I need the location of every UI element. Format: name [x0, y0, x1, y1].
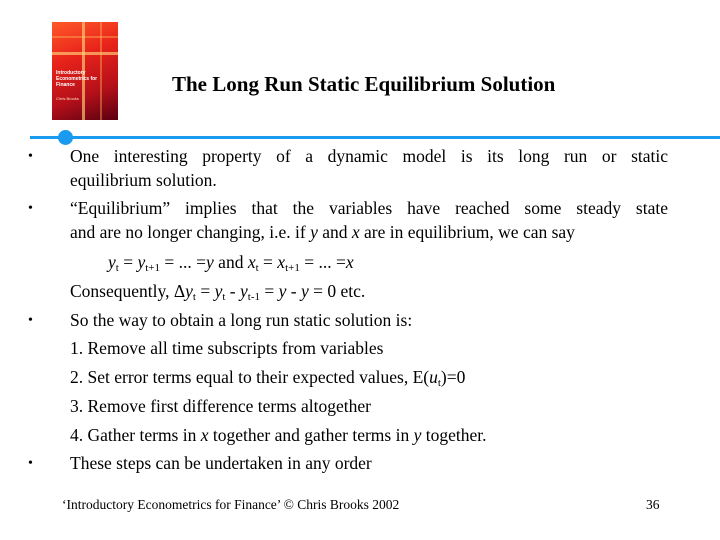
- slide-title: The Long Run Static Equilibrium Solution: [172, 72, 556, 96]
- text-run: 4. Gather terms in: [70, 425, 201, 445]
- math-var: u: [429, 367, 438, 387]
- math-var: x: [345, 252, 354, 272]
- math-var: y: [413, 425, 422, 445]
- math-var: y: [206, 252, 214, 272]
- math-var: y: [310, 222, 318, 242]
- math-op: = ... =: [160, 252, 207, 272]
- math-op: =: [195, 281, 215, 301]
- math-subscript: t: [192, 291, 196, 303]
- equation-steady-state: [108, 251, 354, 273]
- math-subscript: t: [437, 377, 441, 389]
- math-var: y: [137, 252, 146, 272]
- step-3: 3. Remove first difference terms altogether: [70, 396, 371, 416]
- text-run: 2. Set error terms equal to their expected values, E(: [70, 367, 430, 387]
- bullet-icon: •: [28, 313, 33, 328]
- math-op: =: [118, 252, 138, 272]
- bullet-2-line-2: [70, 221, 575, 243]
- math-subscript: t: [115, 262, 119, 274]
- math-var: x: [277, 252, 286, 272]
- math-op: = ... =: [299, 252, 346, 272]
- bullet-4-line-1: These steps can be undertaken in any order: [70, 453, 372, 473]
- math-subscript: t+1: [145, 262, 161, 274]
- math-var: x: [247, 252, 256, 272]
- bullet-1-line-2: equilibrium solution.: [70, 170, 217, 190]
- math-op: =: [258, 252, 278, 272]
- step-2: [70, 366, 465, 388]
- math-var: y: [214, 281, 223, 301]
- text-run: Consequently, Δ: [70, 281, 186, 301]
- text-run: are in equilibrium, we can say: [359, 222, 575, 242]
- bullet-1-line-1: One interesting property of a dynamic model is its long run or static: [70, 146, 668, 166]
- text-run: and are no longer changing, i.e. if: [70, 222, 311, 242]
- text-run: together.: [421, 425, 487, 445]
- bullet-2-line-1: “Equilibrium” implies that the variables have reached some steady state: [70, 198, 668, 218]
- bullet-3-line-1: So the way to obtain a long run static solution is:: [70, 310, 413, 330]
- cover-title: Introductory Econometrics for Finance: [56, 70, 98, 88]
- math-op: =: [260, 281, 279, 301]
- text-run: = 0 etc.: [308, 281, 366, 301]
- math-var: y: [185, 281, 193, 301]
- bullet-icon: •: [28, 201, 33, 216]
- footer-citation: ‘Introductory Econometrics for Finance’ © Chris Brooks 2002: [62, 497, 400, 512]
- math-subscript: t: [255, 262, 259, 274]
- math-var: x: [351, 222, 360, 242]
- math-var: y: [301, 281, 309, 301]
- bullet-icon: •: [28, 456, 33, 471]
- text-run: and: [213, 252, 248, 272]
- step-4: [70, 424, 487, 446]
- step-1: 1. Remove all time subscripts from variables: [70, 338, 384, 358]
- math-op: -: [225, 281, 240, 301]
- equation-consequently: [70, 280, 365, 302]
- math-subscript: t+1: [285, 262, 300, 274]
- text-run: )=0: [440, 367, 466, 387]
- math-subscript: t-1: [247, 291, 261, 303]
- math-var: y: [108, 252, 116, 272]
- text-run: together and gather terms in: [208, 425, 414, 445]
- math-var: x: [200, 425, 209, 445]
- text-run: and: [317, 222, 352, 242]
- math-subscript: t: [222, 291, 226, 303]
- page-number: 36: [646, 497, 660, 512]
- math-op: -: [286, 281, 301, 301]
- math-var: y: [240, 281, 248, 301]
- math-var: y: [278, 281, 287, 301]
- cover-author: Chris Brooks: [56, 96, 79, 101]
- bullet-icon: •: [28, 149, 33, 164]
